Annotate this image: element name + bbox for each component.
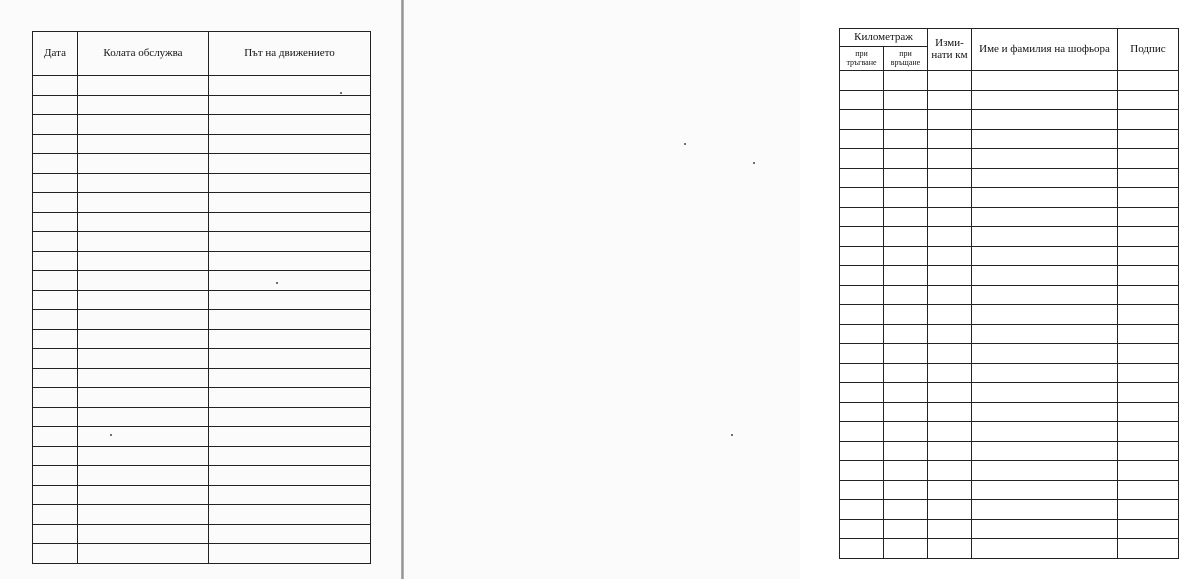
left-table-row	[33, 173, 371, 193]
trip-log-table-left	[32, 31, 371, 564]
right-table-row	[840, 90, 1179, 110]
right-table-cell[interactable]	[928, 227, 972, 247]
right-table-row	[840, 285, 1179, 305]
left-table-cell[interactable]	[33, 407, 78, 427]
scan-speck	[110, 434, 112, 436]
right-table-row	[840, 363, 1179, 383]
left-table-cell[interactable]	[78, 485, 209, 505]
header-signature: Подпис	[1118, 29, 1179, 71]
right-table-cell[interactable]	[1118, 324, 1179, 344]
right-table-cell[interactable]	[928, 110, 972, 130]
left-table-cell[interactable]	[209, 329, 371, 349]
left-table-cell[interactable]	[33, 232, 78, 252]
right-table-cell[interactable]	[972, 129, 1118, 149]
left-table-cell[interactable]	[78, 524, 209, 544]
right-table-cell[interactable]	[972, 363, 1118, 383]
left-table-cell[interactable]	[78, 232, 209, 252]
left-table-cell[interactable]	[78, 427, 209, 447]
header-car-serves: Колата обслужва	[78, 32, 209, 76]
right-table-cell[interactable]	[972, 168, 1118, 188]
left-table-row	[33, 427, 371, 447]
left-table-row	[33, 524, 371, 544]
header-km-at-departure: при тръгване	[840, 47, 884, 71]
left-table-row	[33, 232, 371, 252]
left-table-row	[33, 407, 371, 427]
left-table-cell[interactable]	[209, 76, 371, 96]
left-table-cell[interactable]	[209, 271, 371, 291]
right-table-cell[interactable]	[928, 129, 972, 149]
left-table-body	[33, 76, 371, 564]
left-table-cell[interactable]	[78, 95, 209, 115]
left-table-row	[33, 251, 371, 271]
left-table-cell[interactable]	[33, 524, 78, 544]
left-table-row	[33, 544, 371, 564]
right-table-cell[interactable]	[972, 480, 1118, 500]
left-table-cell[interactable]	[209, 368, 371, 388]
right-table-cell[interactable]	[972, 344, 1118, 364]
left-table-cell[interactable]	[78, 134, 209, 154]
right-table-cell[interactable]	[928, 461, 972, 481]
right-table-cell[interactable]	[840, 110, 884, 130]
right-table-cell[interactable]	[972, 422, 1118, 442]
right-table-cell[interactable]	[928, 519, 972, 539]
left-table-cell[interactable]	[209, 212, 371, 232]
right-table-row	[840, 71, 1179, 91]
left-table-row	[33, 95, 371, 115]
right-table-cell[interactable]	[928, 324, 972, 344]
right-table-cell[interactable]	[884, 285, 928, 305]
header-route: Път на движението	[209, 32, 371, 76]
left-table-cell[interactable]	[209, 505, 371, 525]
left-table-cell[interactable]	[78, 544, 209, 564]
right-table-cell[interactable]	[972, 402, 1118, 422]
left-table-row	[33, 271, 371, 291]
right-table-cell[interactable]	[1118, 422, 1179, 442]
right-table-cell[interactable]	[884, 90, 928, 110]
left-table-cell[interactable]	[78, 271, 209, 291]
right-table-row	[840, 539, 1179, 559]
right-table-row	[840, 207, 1179, 227]
right-page	[404, 0, 1166, 579]
right-table-row	[840, 441, 1179, 461]
left-table-row	[33, 349, 371, 369]
right-table-cell[interactable]	[884, 461, 928, 481]
left-table-cell[interactable]	[78, 310, 209, 330]
right-table-row	[840, 246, 1179, 266]
right-table-cell[interactable]	[884, 305, 928, 325]
right-table-cell[interactable]	[1118, 500, 1179, 520]
right-table-cell[interactable]	[840, 344, 884, 364]
right-table-cell[interactable]	[840, 71, 884, 91]
left-table-cell[interactable]	[209, 466, 371, 486]
right-table-cell[interactable]	[928, 422, 972, 442]
left-table-cell[interactable]	[78, 76, 209, 96]
left-table-row	[33, 485, 371, 505]
right-table-cell[interactable]	[884, 519, 928, 539]
left-table-row	[33, 388, 371, 408]
right-table-row	[840, 422, 1179, 442]
right-table-cell[interactable]	[972, 539, 1118, 559]
right-table-cell[interactable]	[972, 71, 1118, 91]
right-table-cell[interactable]	[840, 285, 884, 305]
right-table-row	[840, 110, 1179, 130]
right-table-cell[interactable]	[972, 207, 1118, 227]
right-table-cell[interactable]	[928, 207, 972, 227]
left-table-cell[interactable]	[209, 427, 371, 447]
left-table-cell[interactable]	[78, 154, 209, 174]
left-table-cell[interactable]	[33, 388, 78, 408]
left-table-cell[interactable]	[209, 407, 371, 427]
right-table-cell[interactable]	[972, 461, 1118, 481]
right-table-cell[interactable]	[928, 90, 972, 110]
right-table-cell[interactable]	[1118, 363, 1179, 383]
right-table-body	[840, 71, 1179, 559]
right-table-cell[interactable]	[840, 149, 884, 169]
left-table-cell[interactable]	[33, 310, 78, 330]
left-table-row	[33, 368, 371, 388]
right-table-row	[840, 500, 1179, 520]
right-table-cell[interactable]	[840, 246, 884, 266]
scan-speck	[753, 162, 755, 164]
right-table-cell[interactable]	[928, 71, 972, 91]
right-table-row	[840, 324, 1179, 344]
left-table-cell[interactable]	[209, 290, 371, 310]
right-table-row	[840, 188, 1179, 208]
right-table-cell[interactable]	[884, 129, 928, 149]
right-table-cell[interactable]	[928, 266, 972, 286]
left-table-cell[interactable]	[78, 505, 209, 525]
right-table-cell[interactable]	[884, 207, 928, 227]
left-table-row	[33, 193, 371, 213]
left-table-cell[interactable]	[33, 76, 78, 96]
left-table-row	[33, 329, 371, 349]
right-table-cell[interactable]	[1118, 519, 1179, 539]
left-table-cell[interactable]	[78, 290, 209, 310]
right-table-cell[interactable]	[840, 207, 884, 227]
right-table-cell[interactable]	[1118, 129, 1179, 149]
right-table-cell[interactable]	[1118, 285, 1179, 305]
right-table-cell[interactable]	[1118, 266, 1179, 286]
left-table-cell[interactable]	[33, 193, 78, 213]
right-table-cell[interactable]	[1118, 539, 1179, 559]
right-table-cell[interactable]	[972, 149, 1118, 169]
right-table-cell[interactable]	[840, 266, 884, 286]
right-table-row	[840, 480, 1179, 500]
right-table-cell[interactable]	[840, 305, 884, 325]
right-table-cell[interactable]	[928, 383, 972, 403]
left-table-cell[interactable]	[33, 173, 78, 193]
right-table-cell[interactable]	[928, 441, 972, 461]
right-table-cell[interactable]	[840, 500, 884, 520]
right-table-cell[interactable]	[1118, 305, 1179, 325]
right-table-cell[interactable]	[840, 324, 884, 344]
left-table-row	[33, 466, 371, 486]
left-table-row	[33, 290, 371, 310]
header-mileage: Километраж	[840, 29, 928, 47]
right-table-cell[interactable]	[884, 539, 928, 559]
right-table-cell[interactable]	[840, 168, 884, 188]
left-table-cell[interactable]	[78, 251, 209, 271]
right-table-cell[interactable]	[1118, 188, 1179, 208]
right-table-cell[interactable]	[972, 519, 1118, 539]
left-table-cell[interactable]	[209, 115, 371, 135]
right-table-cell[interactable]	[840, 422, 884, 442]
right-table-cell[interactable]	[840, 441, 884, 461]
right-table-cell[interactable]	[972, 441, 1118, 461]
right-table-cell[interactable]	[1118, 207, 1179, 227]
right-table-cell[interactable]	[972, 383, 1118, 403]
right-table-cell[interactable]	[928, 168, 972, 188]
right-table-cell[interactable]	[928, 305, 972, 325]
right-table-cell[interactable]	[928, 539, 972, 559]
left-table-cell[interactable]	[78, 388, 209, 408]
left-page	[0, 0, 401, 579]
right-table-cell[interactable]	[840, 227, 884, 247]
right-table-cell[interactable]	[884, 500, 928, 520]
left-table-cell[interactable]	[78, 173, 209, 193]
right-table-cell[interactable]	[928, 285, 972, 305]
header-km-used: Изми-нати км	[928, 29, 972, 71]
left-table-cell[interactable]	[78, 407, 209, 427]
left-table-cell[interactable]	[78, 212, 209, 232]
left-table-cell[interactable]	[209, 232, 371, 252]
right-table-row	[840, 461, 1179, 481]
right-table-cell[interactable]	[1118, 227, 1179, 247]
left-table-cell[interactable]	[209, 446, 371, 466]
left-table-cell[interactable]	[209, 310, 371, 330]
right-table-row	[840, 266, 1179, 286]
right-table-cell[interactable]	[884, 227, 928, 247]
right-table-cell[interactable]	[840, 519, 884, 539]
left-table-cell[interactable]	[78, 329, 209, 349]
right-table-cell[interactable]	[972, 227, 1118, 247]
trip-log-table-right	[839, 28, 1179, 559]
header-row	[33, 32, 371, 76]
right-table-cell[interactable]	[884, 344, 928, 364]
left-table-cell[interactable]	[78, 193, 209, 213]
left-table-row	[33, 505, 371, 525]
left-table-cell[interactable]	[33, 505, 78, 525]
right-table-cell[interactable]	[972, 266, 1118, 286]
right-table-cell[interactable]	[884, 422, 928, 442]
right-table-row	[840, 129, 1179, 149]
right-table-cell[interactable]	[884, 168, 928, 188]
right-table-row	[840, 383, 1179, 403]
left-table-cell[interactable]	[209, 193, 371, 213]
right-table-cell[interactable]	[840, 129, 884, 149]
right-table-cell[interactable]	[884, 149, 928, 169]
right-table-row	[840, 519, 1179, 539]
left-table-cell[interactable]	[209, 349, 371, 369]
left-table-cell[interactable]	[209, 388, 371, 408]
header-row-top	[840, 29, 1179, 47]
right-table-cell[interactable]	[1118, 110, 1179, 130]
right-table-row	[840, 168, 1179, 188]
right-table-cell[interactable]	[884, 324, 928, 344]
right-table-row	[840, 344, 1179, 364]
right-table-cell[interactable]	[928, 402, 972, 422]
right-table-cell[interactable]	[972, 110, 1118, 130]
right-table-cell[interactable]	[884, 383, 928, 403]
left-table-row	[33, 115, 371, 135]
right-table-cell[interactable]	[1118, 480, 1179, 500]
right-table-cell[interactable]	[928, 344, 972, 364]
right-table-row	[840, 305, 1179, 325]
scan-speck	[731, 434, 733, 436]
left-table-cell[interactable]	[33, 95, 78, 115]
right-table-cell[interactable]	[1118, 149, 1179, 169]
left-table-cell[interactable]	[78, 349, 209, 369]
left-table-cell[interactable]	[33, 212, 78, 232]
scan-speck	[340, 92, 342, 94]
left-table-cell[interactable]	[33, 115, 78, 135]
right-table-cell[interactable]	[884, 441, 928, 461]
scan-speck	[684, 143, 686, 145]
right-table-cell[interactable]	[884, 266, 928, 286]
left-table-cell[interactable]	[209, 544, 371, 564]
left-table-cell[interactable]	[78, 446, 209, 466]
right-table-cell[interactable]	[884, 246, 928, 266]
left-table-cell[interactable]	[209, 95, 371, 115]
left-table-row	[33, 446, 371, 466]
left-table-cell[interactable]	[33, 544, 78, 564]
left-table-row	[33, 134, 371, 154]
left-table-cell[interactable]	[33, 329, 78, 349]
left-table-cell[interactable]	[33, 427, 78, 447]
right-table-cell[interactable]	[840, 539, 884, 559]
left-table-cell[interactable]	[33, 485, 78, 505]
left-table-cell[interactable]	[209, 524, 371, 544]
right-table-cell[interactable]	[884, 480, 928, 500]
right-table-cell[interactable]	[884, 71, 928, 91]
right-table-cell[interactable]	[972, 246, 1118, 266]
right-table-cell[interactable]	[972, 285, 1118, 305]
right-table-cell[interactable]	[884, 363, 928, 383]
right-table-cell[interactable]	[840, 402, 884, 422]
right-table-cell[interactable]	[928, 500, 972, 520]
left-table-cell[interactable]	[78, 466, 209, 486]
header-date: Дата	[33, 32, 78, 76]
right-table-cell[interactable]	[1118, 71, 1179, 91]
right-table-cell[interactable]	[1118, 344, 1179, 364]
left-table-cell[interactable]	[78, 115, 209, 135]
left-table-cell[interactable]	[209, 485, 371, 505]
right-table-cell[interactable]	[884, 110, 928, 130]
right-table-cell[interactable]	[840, 480, 884, 500]
right-table-cell[interactable]	[972, 500, 1118, 520]
right-table-cell[interactable]	[972, 305, 1118, 325]
left-table-cell[interactable]	[33, 134, 78, 154]
right-table-cell[interactable]	[1118, 168, 1179, 188]
left-table-cell[interactable]	[209, 134, 371, 154]
left-table-cell[interactable]	[33, 154, 78, 174]
right-table-cell[interactable]	[1118, 402, 1179, 422]
right-table-cell[interactable]	[972, 188, 1118, 208]
right-table-cell[interactable]	[840, 90, 884, 110]
left-table-cell[interactable]	[78, 368, 209, 388]
right-table-cell[interactable]	[972, 324, 1118, 344]
left-table-cell[interactable]	[209, 154, 371, 174]
right-table-cell[interactable]	[1118, 383, 1179, 403]
left-table-row	[33, 76, 371, 96]
left-table-cell[interactable]	[33, 271, 78, 291]
right-table-row	[840, 227, 1179, 247]
left-table-cell[interactable]	[33, 466, 78, 486]
left-table-cell[interactable]	[209, 173, 371, 193]
right-table-cell[interactable]	[1118, 461, 1179, 481]
left-table-cell[interactable]	[209, 251, 371, 271]
left-table-row	[33, 310, 371, 330]
right-table-cell[interactable]	[840, 363, 884, 383]
left-table-cell[interactable]	[33, 446, 78, 466]
right-table-cell[interactable]	[840, 461, 884, 481]
right-table-row	[840, 149, 1179, 169]
left-table-cell[interactable]	[33, 251, 78, 271]
right-table-cell[interactable]	[928, 363, 972, 383]
left-table-cell[interactable]	[33, 349, 78, 369]
right-table-cell[interactable]	[840, 383, 884, 403]
right-table-cell[interactable]	[840, 188, 884, 208]
left-table-row	[33, 212, 371, 232]
right-table-cell[interactable]	[1118, 441, 1179, 461]
right-table-cell[interactable]	[1118, 90, 1179, 110]
right-table-cell[interactable]	[884, 188, 928, 208]
right-table-cell[interactable]	[972, 90, 1118, 110]
right-table-cell[interactable]	[928, 149, 972, 169]
right-table-cell[interactable]	[884, 402, 928, 422]
header-driver-name: Име и фамилия на шофьора	[972, 29, 1118, 71]
right-table-row	[840, 402, 1179, 422]
right-table-cell[interactable]	[928, 480, 972, 500]
right-table-cell[interactable]	[1118, 246, 1179, 266]
scan-speck	[276, 282, 278, 284]
left-table-cell[interactable]	[33, 290, 78, 310]
header-km-at-return: при връщане	[884, 47, 928, 71]
left-table-row	[33, 154, 371, 174]
right-table-cell[interactable]	[928, 188, 972, 208]
left-table-cell[interactable]	[33, 368, 78, 388]
right-table-cell[interactable]	[928, 246, 972, 266]
